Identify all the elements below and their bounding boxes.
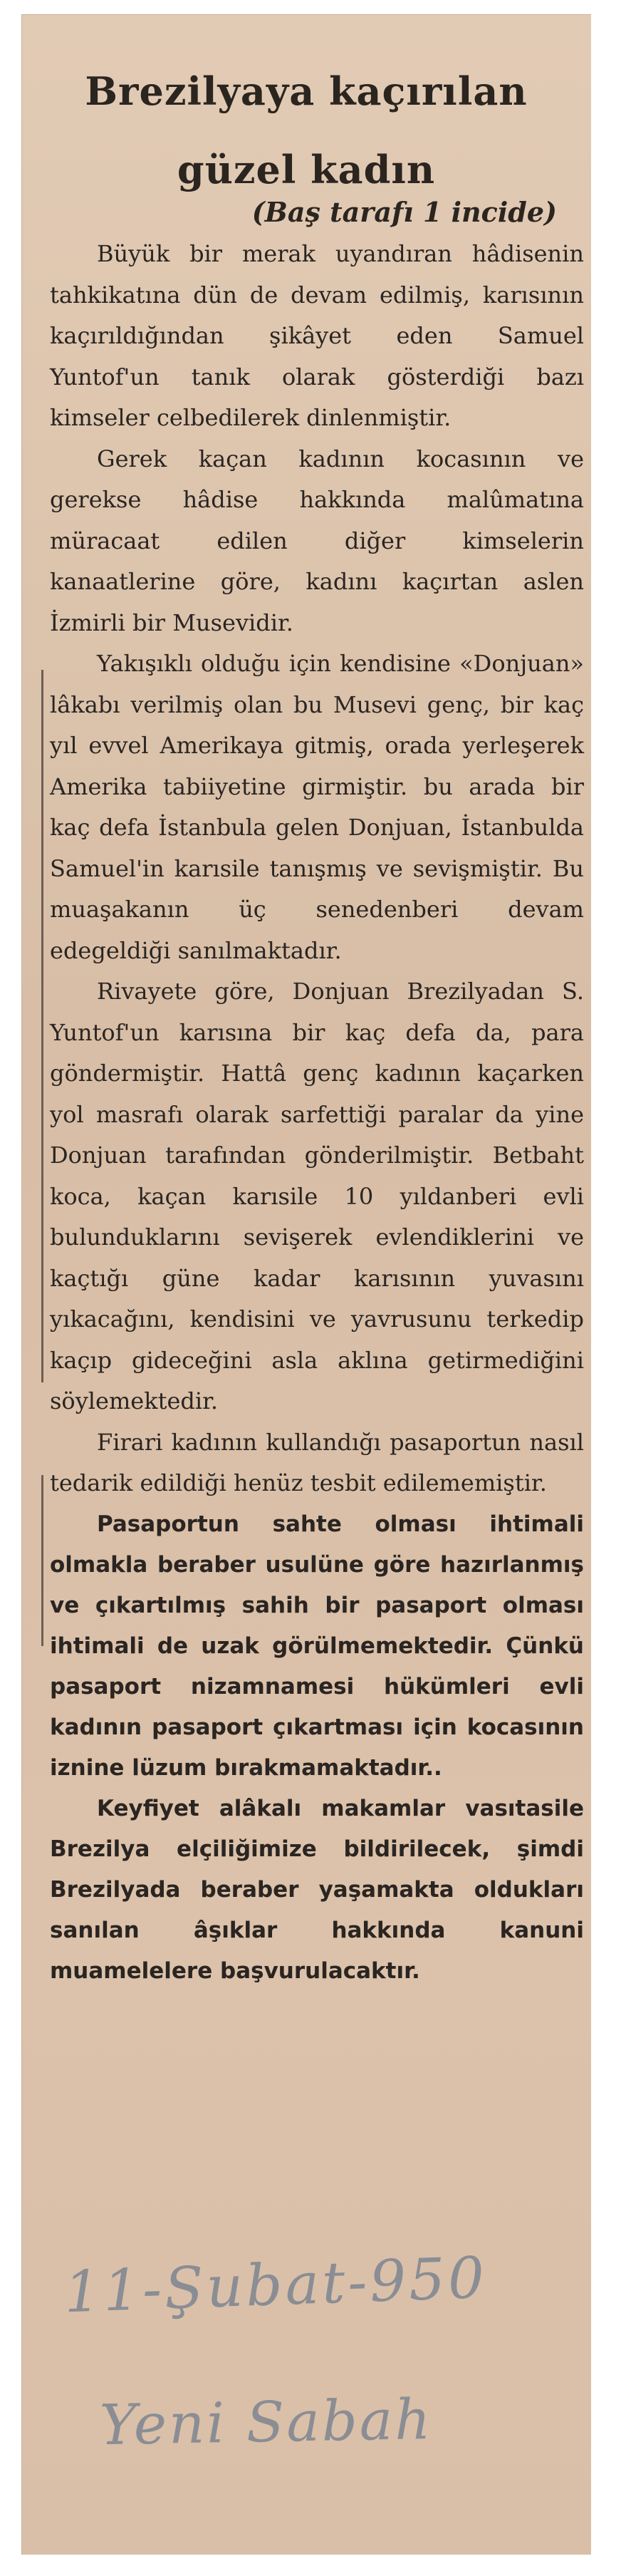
paragraph: Yakışıklı olduğu için kendisine «Donjuan» lâkabı verilmiş olan bu Musevi genç, bir kaç yıl evvel Amerikaya gitmiş, orada yerleşerek Amerika tabiiyetine girmiştir. bu arada bir kaç defa İstanbula gelen Donjuan, İstanbulda Samuel'in karısile tanışmış ve sevişmiştir. Bu muaşakanın üç senedenberi devam edegeldiği sanılmaktadır. (50, 650, 584, 964)
column-rule (41, 1475, 43, 1646)
paragraph: Gerek kaçan kadının kocasının ve gerekse hâdise hakkında malûmatına müracaat edilen diğer kimselerin kanaatlerine göre, kadını kaçırtan aslen İzmirli bir Musevidir. (50, 445, 584, 636)
paragraph: Rivayete göre, Donjuan Brezilyadan S. Yuntof'un karısına bir kaç defa da, para göndermiştir. Hattâ genç kadının kaçarken yol masrafı olarak sarfettiği paralar da yine Donjuan tarafından gönderilmiştir. Betbaht koca, kaçan karısile 10 yıldanberi evli bulunduklarını sevişerek evlendiklerini ve kaçtığı güne kadar karısının yuvasını yıkacağını, kendisini ve yavrusunu terkedip kaçıp gideceğini asla aklına getirmediğini söylemektedir. (50, 978, 584, 1414)
handwritten-newspaper-name: Yeni Sabah (99, 2387, 434, 2458)
paragraph-bold: Pasaportun sahte olması ihtimali olmakla beraber usulüne göre hazırlanmış ve çıkartılmış sahih bir pasaport olması ihtimali de uzak görülmemektedir. Çünkü pasaport nizamnamesi hükümleri evli kadının pasaport çıkartması için kocasının iznine lüzum bırakmamaktadır.. (50, 1511, 584, 1781)
paragraph-bold: Keyfiyet alâkalı makamlar vasıtasile Brezilya elçiliğimize bildirilecek, şimdi Brezilyada beraber yaşamakta oldukları sanılan âşıklar hakkında kanuni muamelelere başvurulacaktır. (50, 1795, 584, 1984)
handwritten-date: 11-Şubat-950 (63, 2244, 489, 2326)
paragraph: Firari kadının kullandığı pasaportun nasıl tedarik edildiği henüz tesbit edilememiştir. (50, 1428, 584, 1496)
paragraph: Büyük bir merak uyandıran hâdisenin tahkikatına dün de devam edilmiş, karısının kaçırıldığından şikâyet eden Samuel Yuntof'un tanık olarak gösterdiği bazı kimseler celbedilerek dinlenmiştir. (50, 240, 584, 431)
headline-line-2: güzel kadın (177, 147, 436, 193)
continuation-note: (Baş tarafı 1 incide) (251, 196, 557, 228)
headline-line-1: Brezilyaya kaçırılan (85, 68, 528, 115)
article-body (50, 234, 584, 1992)
column-rule (41, 670, 43, 1382)
